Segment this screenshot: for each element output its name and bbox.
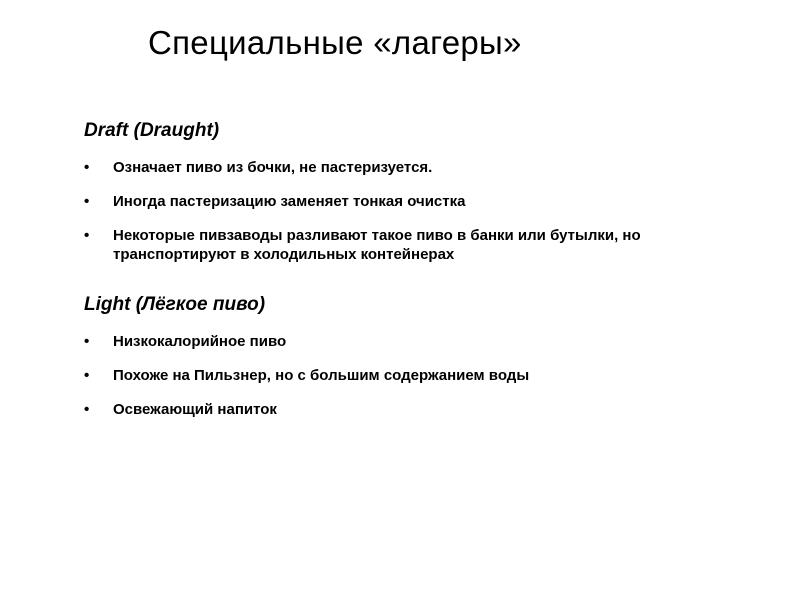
bullet-list-light: [84, 332, 724, 419]
section-draft: [84, 120, 724, 264]
list-item: [84, 226, 724, 264]
bullet-text: Освежающий напиток: [113, 401, 277, 418]
section-heading-draft: Draft (Draught): [84, 120, 220, 141]
list-item: [84, 158, 724, 177]
bullet-text: Означает пиво из бочки, не пастеризуется.: [113, 159, 433, 176]
bullet-icon: •: [84, 367, 90, 384]
slide-content: [84, 120, 724, 434]
section-light: [84, 294, 724, 419]
bullet-icon: •: [84, 401, 90, 418]
section-heading-light: Light (Лёгкое пиво): [84, 294, 266, 315]
bullet-text: Низкокалорийное пиво: [113, 333, 287, 350]
bullet-list-draft: [84, 158, 724, 264]
bullet-text: Некоторые пивзаводы разливают такое пиво в банки или бутылки, но транспортируют в холодильных контейнерах: [113, 227, 641, 263]
bullet-icon: •: [84, 227, 90, 244]
list-item: [84, 192, 724, 211]
list-item: [84, 400, 724, 419]
list-item: [84, 366, 724, 385]
slide-title: Специальные «лагеры»: [148, 24, 522, 61]
bullet-text: Похоже на Пильзнер, но с большим содержанием воды: [113, 367, 530, 384]
bullet-icon: •: [84, 193, 90, 210]
bullet-icon: •: [84, 159, 90, 176]
list-item: [84, 332, 724, 351]
bullet-text: Иногда пастеризацию заменяет тонкая очистка: [113, 193, 466, 210]
bullet-icon: •: [84, 333, 90, 350]
